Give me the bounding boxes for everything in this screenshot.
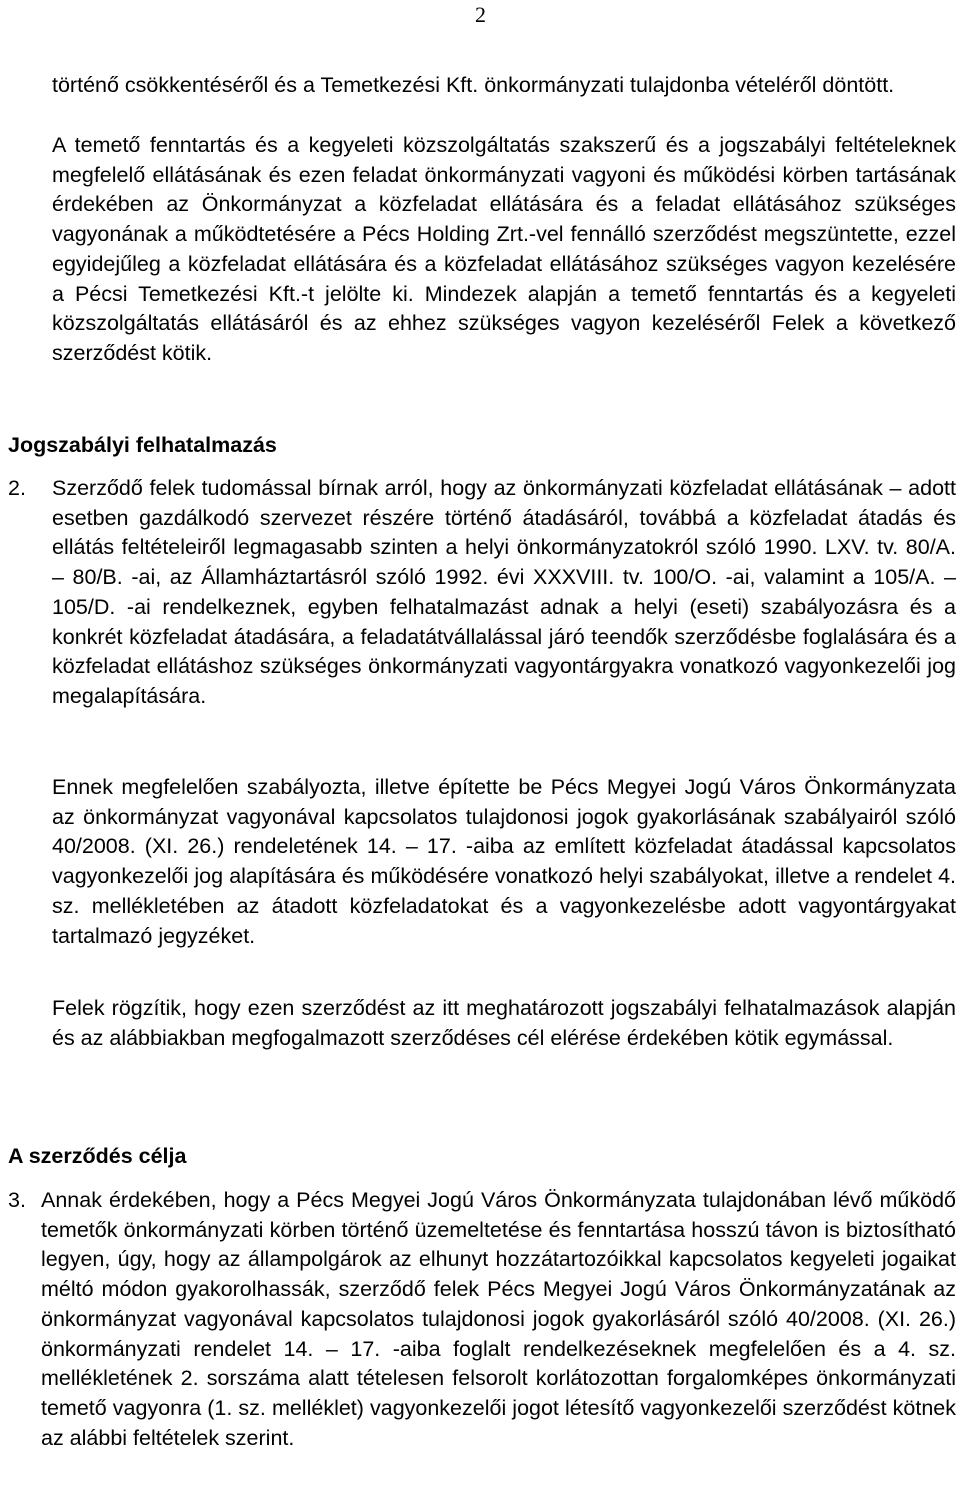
numbered-item-2 bbox=[8, 474, 956, 712]
numbered-item-3 bbox=[8, 1186, 956, 1453]
intro-continuation: történő csökkentéséről és a Temetkezési Kft. önkormányzati tulajdonba vételéről döntött. bbox=[52, 73, 895, 97]
section-heading-contract-purpose: A szerződés célja bbox=[8, 1144, 187, 1168]
paragraph-parties-record: Felek rögzítik, hogy ezen szerződést az itt meghatározott jogszabályi felhatalmazások alapján és az alábbiakban megfogalmazott szerződéses cél elérése érdekében kötik egymással. bbox=[52, 996, 956, 1050]
paragraph-regulation: Ennek megfelelően szabályozta, illetve építette be Pécs Megyei Jogú Város Önkormányzata az önkormányzat vagyonával kapcsolatos tulajdonosi jogok gyakorlásának szabályairól szóló 40/2008. (XI. 26.) rendeletének 14. – 17. -aiba az említett közfeladat átadással kapcsolatos vagyonkezelői jog alapítására és működésére vonatkozó helyi szabályokat, illetve a rendelet 4. sz. mellékletében az átadott közfeladatokat és a vagyonkezelésbe adott vagyontárgyakat tartalmazó jegyzéket. bbox=[52, 775, 956, 948]
item-number: 2. bbox=[8, 476, 26, 500]
intro-paragraph: A temető fenntartás és a kegyeleti közszolgáltatás szakszerű és a jogszabályi feltételeknek megfelelő ellátásának és ezen feladat önkormányzati vagyoni és működési körben tartásának érdekében az Önkormányzat a közfeladat ellátására és a feladat ellátásához szükséges vagyonának a működtetésére a Pécs Holding Zrt.-vel fennálló szerződést megszüntette, ezzel egyidejűleg a közfeladat ellátására és a közfeladat ellátásához szükséges vagyon kezelésére a Pécsi Temetkezési Kft.-t jelölte ki. Mindezek alapján a temető fenntartás és a kegyeleti közszolgáltatás ellátásáról és az ehhez szükséges vagyon kezeléséről Felek a következő szerződést kötik. bbox=[52, 133, 956, 365]
section-heading-legal-authority: Jogszabályi felhatalmazás bbox=[8, 433, 277, 457]
item-text: Annak érdekében, hogy a Pécs Megyei Jogú Város Önkormányzata tulajdonában lévő működő temetők önkormányzati körben történő üzemeltetése és fenntartása hosszú távon is biztosítható legyen, úgy, hogy az állampolgárok az elhunyt hozzátartozóikkal kapcsolatos kegyeleti jogaikat méltó módon gyakorolhassák, szerződő felek Pécs Megyei Jogú Város Önkormányzatának az önkormányzat vagyonával kapcsolatos tulajdonosi jogok gyakorlásáról szóló 40/2008. (XI. 26.) önkormányzati rendelet 14. – 17. -aiba foglalt rendelkezéseknek megfelelően és a 4. sz. mellékletének 2. sorszáma alatt tételesen felsorolt korlátozottan forgalomképes önkormányzati temető vagyonra (1. sz. melléklet) vagyonkezelői jogot létesítő vagyonkezelői szerződést kötnek az alábbi feltételek szerint. bbox=[41, 1188, 956, 1450]
item-number: 3. bbox=[8, 1188, 26, 1212]
item-text: Szerződő felek tudomással bírnak arról, hogy az önkormányzati közfeladat ellátásának – adott esetben gazdálkodó szervezet részére történő átadásáról, továbbá a közfeladat átadás és ellátás feltételeiről legmagasabb szinten a helyi önkormányzatokról szóló 1990. LXV. tv. 80/A. – 80/B. -ai, az Államháztartásról szóló 1992. évi XXXVIII. tv. 100/O. -ai, valamint a 105/A. – 105/D. -ai rendelkeznek, egyben felhatalmazást adnak a helyi (eseti) szabályozásra és a konkrét közfeladat átadására, a feladatátvállalással járó teendők szerződésbe foglalására és a közfeladat ellátáshoz szükséges önkormányzati vagyontárgyakra vonatkozó vagyonkezelői jog megalapítására. bbox=[52, 476, 956, 708]
page-number: 2 bbox=[475, 2, 486, 27]
